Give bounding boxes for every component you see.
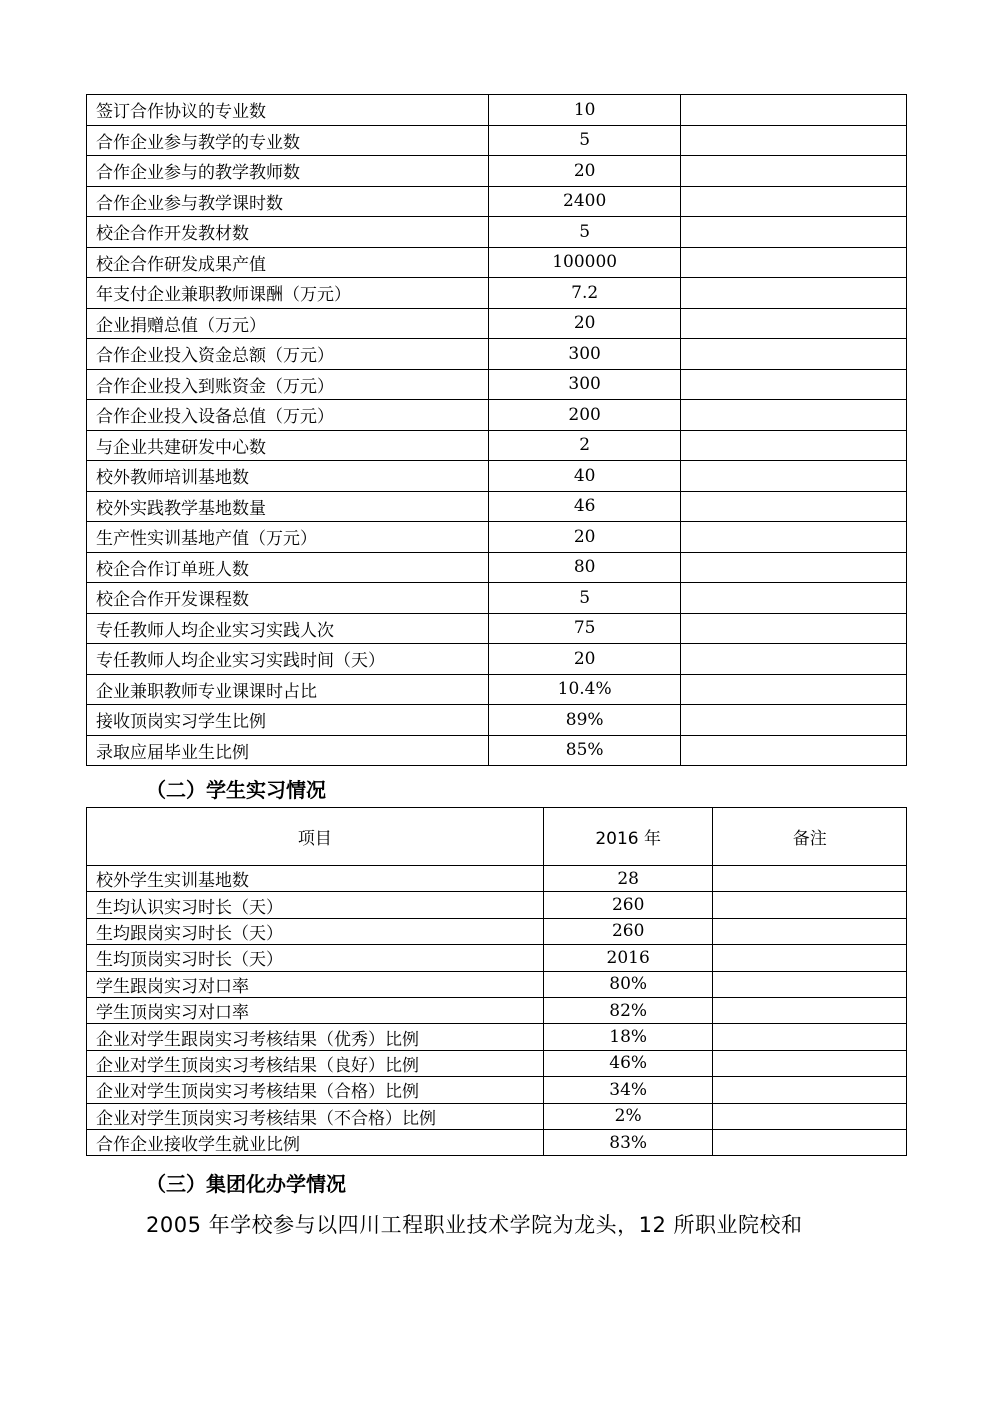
row-value: 75 — [489, 613, 681, 644]
row-label: 合作企业参与的教学教师数 — [87, 156, 489, 187]
row-value: 300 — [489, 369, 681, 400]
row-value: 2400 — [489, 186, 681, 217]
table-row — [87, 945, 907, 971]
row-label: 专任教师人均企业实习实践人次 — [87, 613, 489, 644]
row-label: 与企业共建研发中心数 — [87, 430, 489, 461]
table-row — [87, 997, 907, 1023]
header-year: 2016 年 — [543, 808, 713, 866]
row-note — [681, 125, 907, 156]
row-note — [681, 430, 907, 461]
row-note — [681, 644, 907, 675]
row-note — [713, 866, 907, 892]
row-value: 46 — [489, 491, 681, 522]
row-label: 企业捐赠总值（万元） — [87, 308, 489, 339]
row-note — [681, 339, 907, 370]
table-row — [87, 918, 907, 944]
row-note — [681, 156, 907, 187]
row-label: 企业兼职教师专业课课时占比 — [87, 674, 489, 705]
row-value: 40 — [489, 461, 681, 492]
header-item: 项目 — [87, 808, 544, 866]
row-label: 签订合作协议的专业数 — [87, 95, 489, 126]
row-note — [681, 186, 907, 217]
table-row — [87, 1024, 907, 1050]
row-value: 28 — [543, 866, 713, 892]
row-note — [681, 217, 907, 248]
row-note — [681, 278, 907, 309]
internship-stats-table — [86, 807, 907, 1156]
row-value: 260 — [543, 918, 713, 944]
row-value: 85% — [489, 735, 681, 766]
table-row — [87, 1077, 907, 1103]
row-value: 83% — [543, 1129, 713, 1155]
table-row — [87, 217, 907, 248]
row-value: 2 — [489, 430, 681, 461]
row-value: 5 — [489, 583, 681, 614]
row-value: 2016 — [543, 945, 713, 971]
row-value: 82% — [543, 997, 713, 1023]
table-row — [87, 1129, 907, 1155]
table-row — [87, 491, 907, 522]
row-value: 100000 — [489, 247, 681, 278]
row-label: 接收顶岗实习学生比例 — [87, 705, 489, 736]
row-note — [681, 613, 907, 644]
row-value: 34% — [543, 1077, 713, 1103]
table-row — [87, 674, 907, 705]
row-note — [681, 308, 907, 339]
table-row — [87, 278, 907, 309]
table-row — [87, 339, 907, 370]
row-value: 20 — [489, 522, 681, 553]
row-value: 89% — [489, 705, 681, 736]
row-label: 合作企业投入资金总额（万元） — [87, 339, 489, 370]
row-note — [681, 705, 907, 736]
table-row — [87, 400, 907, 431]
row-label: 校企合作订单班人数 — [87, 552, 489, 583]
row-label: 企业对学生顶岗实习考核结果（良好）比例 — [87, 1050, 544, 1076]
row-label: 校企合作开发课程数 — [87, 583, 489, 614]
table-row — [87, 613, 907, 644]
row-note — [713, 1050, 907, 1076]
row-value: 20 — [489, 308, 681, 339]
row-label: 合作企业投入到账资金（万元） — [87, 369, 489, 400]
table-row — [87, 971, 907, 997]
row-note — [713, 1129, 907, 1155]
row-note — [681, 735, 907, 766]
row-note — [681, 583, 907, 614]
row-note — [681, 491, 907, 522]
row-value: 80 — [489, 552, 681, 583]
row-label: 合作企业接收学生就业比例 — [87, 1129, 544, 1155]
row-note — [681, 369, 907, 400]
table-row — [87, 735, 907, 766]
table-row — [87, 156, 907, 187]
table-row — [87, 1050, 907, 1076]
row-label: 合作企业参与教学的专业数 — [87, 125, 489, 156]
row-label: 生均认识实习时长（天） — [87, 892, 544, 918]
table-row — [87, 644, 907, 675]
row-note — [713, 1024, 907, 1050]
row-value: 80% — [543, 971, 713, 997]
table-row — [87, 892, 907, 918]
table-header-row — [87, 808, 907, 866]
row-note — [681, 674, 907, 705]
row-value: 10.4% — [489, 674, 681, 705]
cooperation-stats-table — [86, 94, 907, 766]
row-value: 18% — [543, 1024, 713, 1050]
body-paragraph: 2005 年学校参与以四川工程职业技术学院为龙头，12 所职业院校和 — [146, 1213, 803, 1237]
row-label: 合作企业投入设备总值（万元） — [87, 400, 489, 431]
row-note — [681, 400, 907, 431]
table-row — [87, 308, 907, 339]
table-row — [87, 461, 907, 492]
row-value: 10 — [489, 95, 681, 126]
row-label: 校企合作研发成果产值 — [87, 247, 489, 278]
row-note — [713, 892, 907, 918]
section-heading-internship: （二）学生实习情况 — [146, 778, 326, 802]
row-label: 企业对学生跟岗实习考核结果（优秀）比例 — [87, 1024, 544, 1050]
row-label: 合作企业参与教学课时数 — [87, 186, 489, 217]
row-label: 企业对学生顶岗实习考核结果（合格）比例 — [87, 1077, 544, 1103]
table-row — [87, 522, 907, 553]
table-row — [87, 552, 907, 583]
row-note — [681, 522, 907, 553]
row-label: 学生顶岗实习对口率 — [87, 997, 544, 1023]
row-note — [681, 95, 907, 126]
row-label: 专任教师人均企业实习实践时间（天） — [87, 644, 489, 675]
table-row — [87, 583, 907, 614]
row-note — [681, 461, 907, 492]
row-label: 录取应届毕业生比例 — [87, 735, 489, 766]
row-value: 20 — [489, 156, 681, 187]
table-row — [87, 369, 907, 400]
row-note — [713, 997, 907, 1023]
row-value: 2% — [543, 1103, 713, 1129]
row-value: 300 — [489, 339, 681, 370]
row-value: 7.2 — [489, 278, 681, 309]
table-row — [87, 95, 907, 126]
row-label: 校外实践教学基地数量 — [87, 491, 489, 522]
row-label: 校外学生实训基地数 — [87, 866, 544, 892]
row-value: 5 — [489, 217, 681, 248]
section-heading-group-education: （三）集团化办学情况 — [146, 1172, 346, 1196]
row-label: 生均顶岗实习时长（天） — [87, 945, 544, 971]
row-value: 200 — [489, 400, 681, 431]
row-value: 260 — [543, 892, 713, 918]
row-note — [713, 918, 907, 944]
row-value: 46% — [543, 1050, 713, 1076]
row-label: 学生跟岗实习对口率 — [87, 971, 544, 997]
row-note — [681, 247, 907, 278]
row-note — [713, 945, 907, 971]
row-note — [681, 552, 907, 583]
table-row — [87, 866, 907, 892]
row-label: 生产性实训基地产值（万元） — [87, 522, 489, 553]
row-note — [713, 1077, 907, 1103]
table-row — [87, 430, 907, 461]
row-note — [713, 971, 907, 997]
row-label: 生均跟岗实习时长（天） — [87, 918, 544, 944]
row-value: 5 — [489, 125, 681, 156]
row-label: 校外教师培训基地数 — [87, 461, 489, 492]
header-note: 备注 — [713, 808, 907, 866]
table-row — [87, 186, 907, 217]
table-row — [87, 1103, 907, 1129]
table-row — [87, 705, 907, 736]
table-row — [87, 247, 907, 278]
row-label: 企业对学生顶岗实习考核结果（不合格）比例 — [87, 1103, 544, 1129]
row-value: 20 — [489, 644, 681, 675]
row-label: 校企合作开发教材数 — [87, 217, 489, 248]
row-note — [713, 1103, 907, 1129]
row-label: 年支付企业兼职教师课酬（万元） — [87, 278, 489, 309]
table-row — [87, 125, 907, 156]
